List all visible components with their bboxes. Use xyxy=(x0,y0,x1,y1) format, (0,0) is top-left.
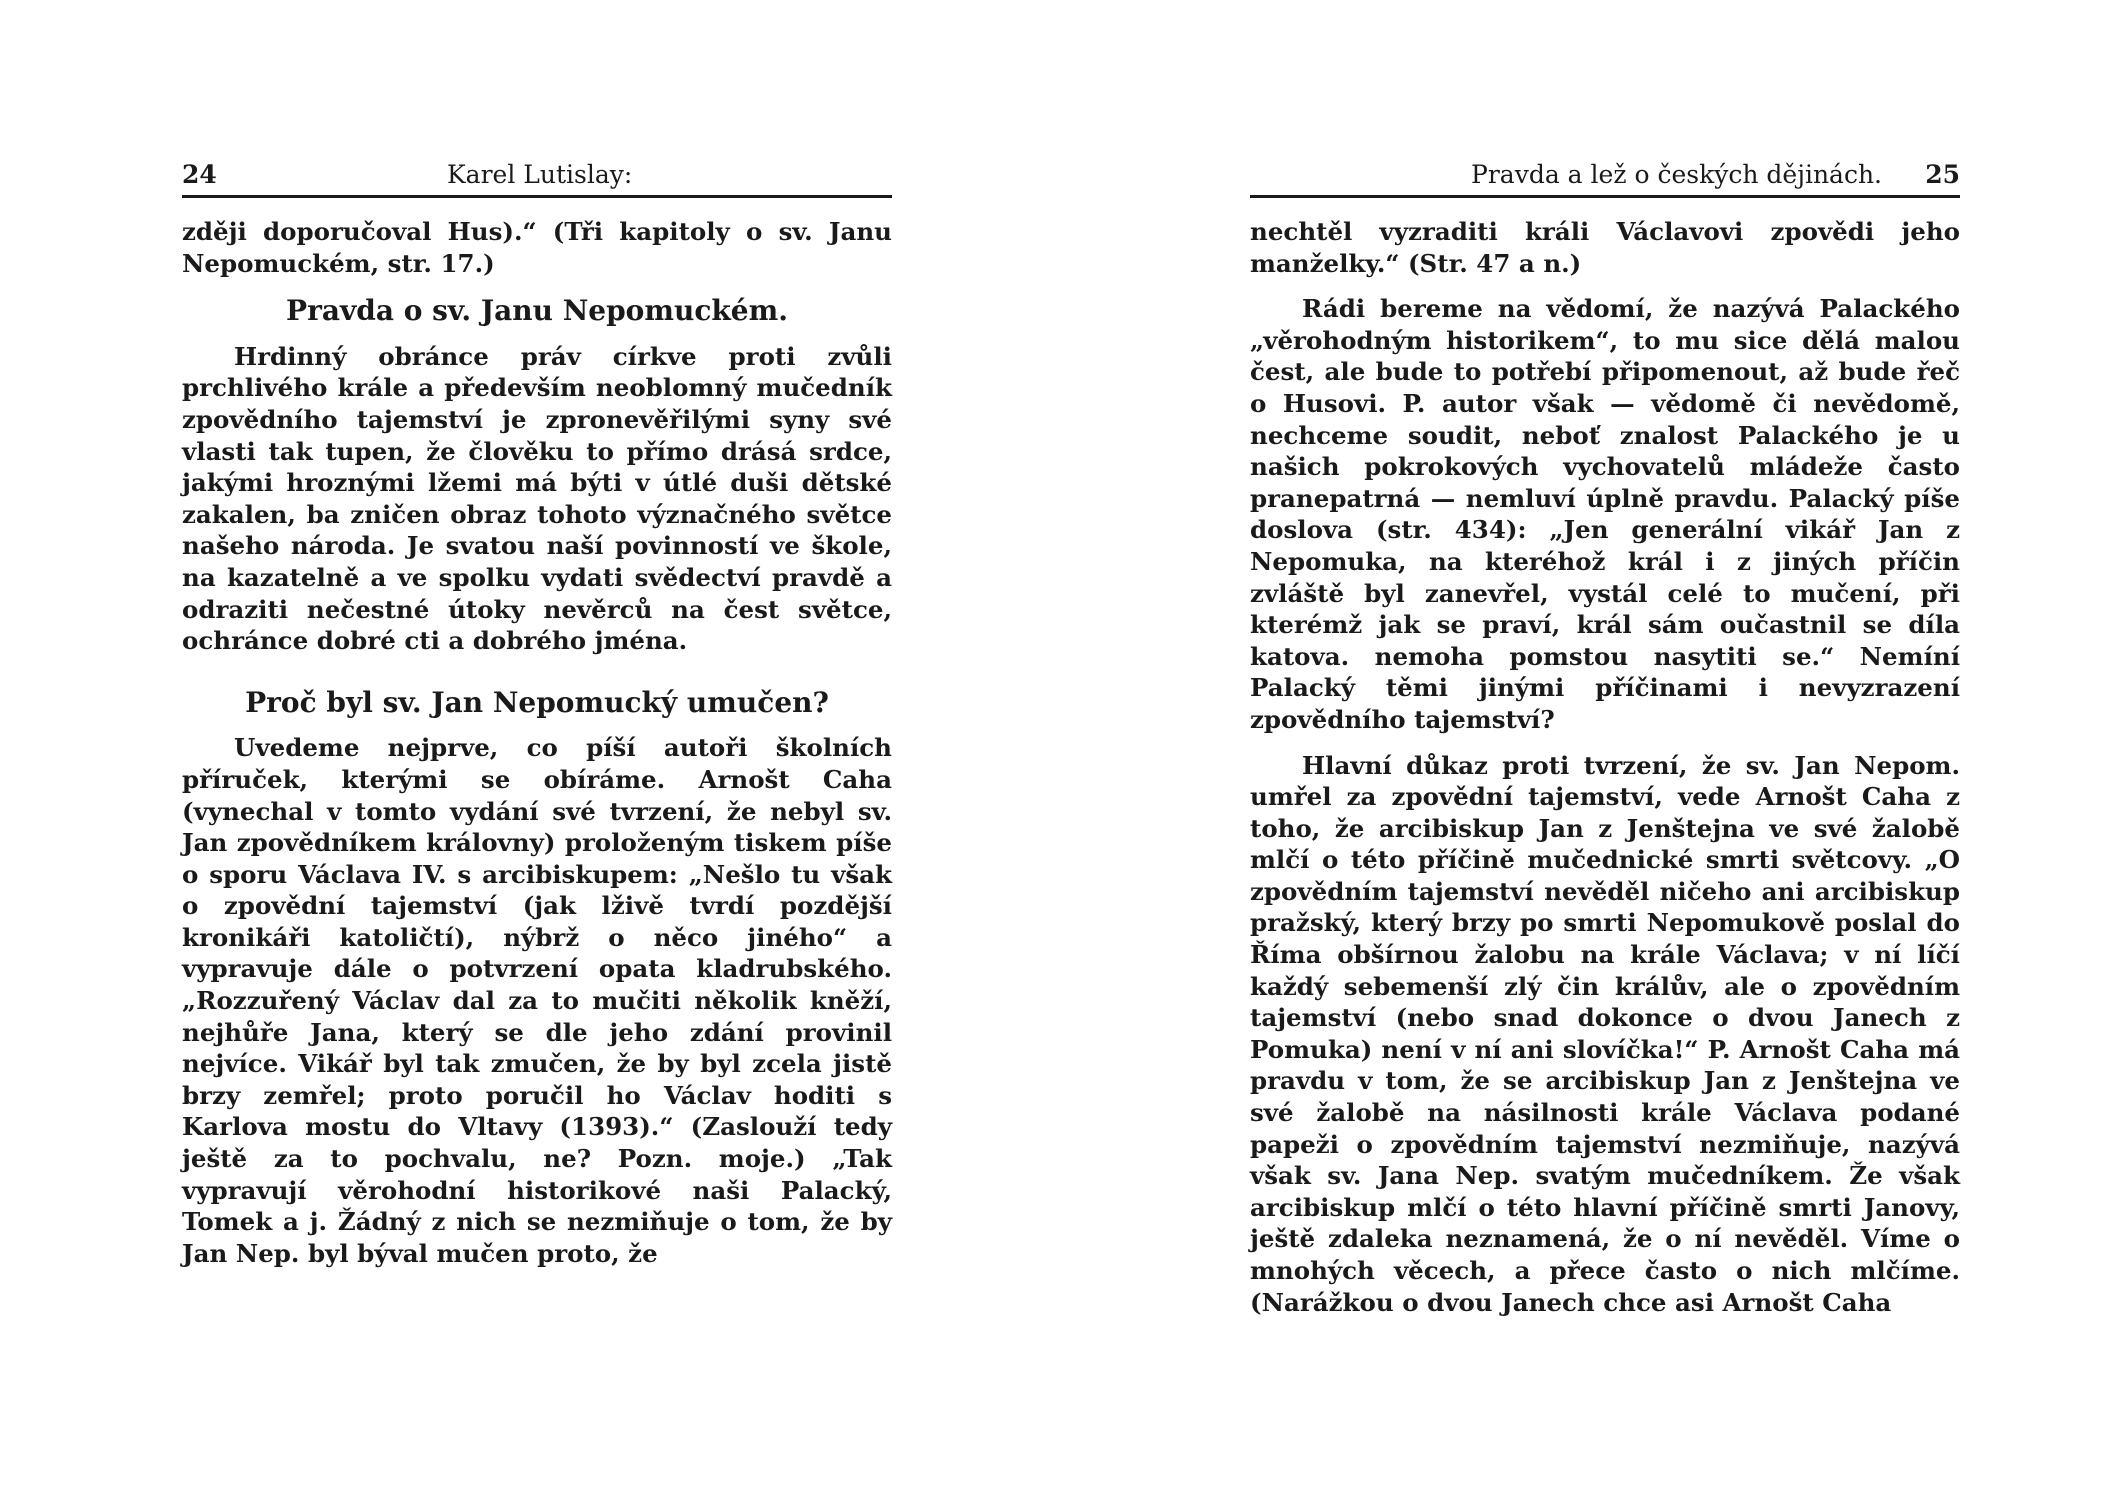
right-page-body xyxy=(1250,198,1960,1318)
left-running-head xyxy=(182,155,892,193)
right-running-head xyxy=(1250,155,1960,193)
section-proc-paragraph: Uvedeme nejprve, co píší autoři školních příruček, kterými se obíráme. Arnošt Caha (vynechal v tomto vydání své tvrzení, že nebyl sv. Jan zpovědníkem královny) proloženým tiskem píše o sporu Václava IV. s arcibiskupem: „Nešlo tu však o zpovědní tajemství (jak lživě tvrdí pozdější kronikáři katoličtí), nýbrž o něco jiného“ a vypravuje dále o potvrzení opata kladrubského. „Rozzuřený Václav dal za to mučiti několik kněží, nejhůře Jana, který se dle jeho zdání provinil nejvíce. Vikář byl tak zmučen, že by byl zcela jistě brzy zemřel; proto poručil ho Václav hoditi s Karlova mostu do Vltavy (1393).“ (Zaslouží tedy ještě za to pochvalu, ne? Pozn. moje.) „Tak vypravují věrohodní historikové naši Palacký, Tomek a j. Žádný z nich se nezmiňuje o tom, že by Jan Nep. byl býval mučen proto, že xyxy=(182,733,892,1268)
section-pravda-paragraph: Hrdinný obránce práv církve proti zvůli prchlivého krále a především neoblomný mučedník zpovědního tajemství je zpronevěřilými syny své vlasti tak tupen, že člověku to přímo drásá srdce, jakými hroznými lžemi má býti v útlé duši dětské zakalen, ba zničen obraz tohoto význačného světce našeho národa. Je svatou naší povinností ve škole, na kazatelně a ve spolku vydati svědectví pravdě a odraziti nečestné útoky nevěrců na čest světce, ochránce dobré cti a dobrého jména. xyxy=(182,341,892,656)
left-page-body xyxy=(182,198,892,1269)
right-paragraph-1: nechtěl vyzraditi králi Václavovi zpovědi jeho manželky.“ (Str. 47 a n.) xyxy=(1250,217,1960,278)
section-heading-pravda: Pravda o sv. Janu Nepomuckém. xyxy=(286,294,788,328)
right-page-number: 25 xyxy=(1925,160,1960,189)
left-continuation-paragraph: zději doporučoval Hus).“ (Tři kapitoly o sv. Janu Nepomuckém, str. 17.) xyxy=(182,217,892,278)
right-paragraph-2: Rádi bereme na vědomí, že nazývá Palackého „věrohodným historikem“, to mu sice dělá malou čest, ale bude to potřebí připomenout, až bude řeč o Husovi. P. autor však — vědomě či nevědomě, nechceme soudit, neboť znalost Palackého je u našich pokrokových vychovatelů mládeže často pranepatrná — nemluví úplně pravdu. Palacký píše doslova (str. 434): „Jen generální vikář Jan z Nepomuka, na kteréhož král i z jiných příčin zvláště byl zanevřel, vystál celé to mučení, při kterémž jak se praví, král sám oučastnil se díla katova. nemoha pomstou nasytiti se.“ Nemíní Palacký těmi jinými příčinami i nevyzrazení zpovědního tajemství? xyxy=(1250,294,1960,734)
left-page xyxy=(182,155,892,1269)
section-heading-proc: Proč byl sv. Jan Nepomucký umučen? xyxy=(245,685,829,719)
right-paragraph-3: Hlavní důkaz proti tvrzení, že sv. Jan Nepom. umřel za zpovědní tajemství, vede Arnošt Caha z toho, že arcibiskup Jan z Jenštejna ve své žalobě mlčí o této příčině mučednické smrti světcovy. „O zpovědním tajemství nevěděl ničeho ani arcibiskup pražský, který brzy po smrti Nepomukově poslal do Říma obšírnou žalobu na krále Václava; v ní líčí každý sebemenší zlý čin králův, ale o zpovědním tajemství (nebo snad dokonce o dvou Janech z Pomuka) není v ní ani slovíčka!“ P. Arnošt Caha má pravdu v tom, že se arcibiskup Jan z Jenštejna ve své žalobě na násilnosti krále Václava podané papeži o zpovědním tajemství nezmiňuje, nazývá však sv. Jana Nep. svatým mučedníkem. Že však arcibiskup mlčí o této hlavní příčině smrti Janovy, ještě zdaleka neznamená, že o ní nevěděl. Víme o mnohých věcech, a přece často o nich mlčíme. (Narážkou o dvou Janech chce asi Arnošt Caha xyxy=(1250,750,1960,1317)
right-running-title: Pravda a lež o českých dějinách. xyxy=(1471,160,1882,189)
left-running-title: Karel Lutislay: xyxy=(447,160,633,189)
right-page xyxy=(1250,155,1960,1318)
left-page-number: 24 xyxy=(182,160,217,189)
